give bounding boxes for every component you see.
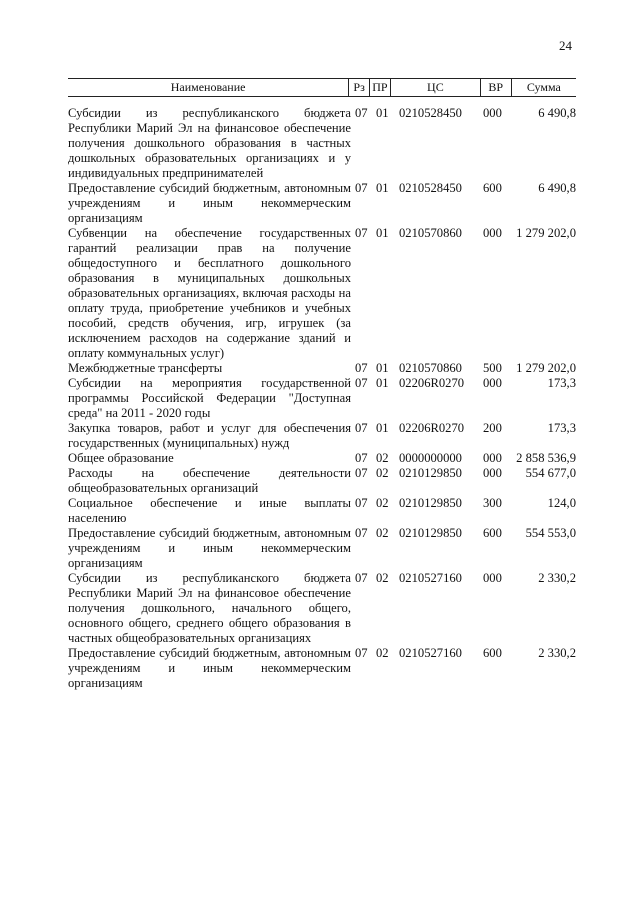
cell-sum: 1 279 202,0: [516, 226, 576, 240]
table-row: [68, 106, 576, 181]
table-row: [68, 361, 576, 376]
cell-cs: 0210129850: [399, 466, 462, 480]
budget-table: [68, 78, 576, 691]
cell-pr: 02: [376, 571, 389, 585]
cell-rz: 07: [355, 226, 368, 240]
cell-vr: 500: [483, 361, 502, 375]
table-row: [68, 421, 576, 451]
cell-pr: 01: [376, 181, 389, 195]
cell-name: Социальное обеспечение и иные выплаты населению: [68, 496, 351, 525]
table-row: [68, 376, 576, 421]
cell-pr: 01: [376, 361, 389, 375]
cell-name: Предоставление субсидий бюджетным, автономным учреждениям и иным некоммерческим организациям: [68, 181, 351, 225]
cell-vr: 600: [483, 646, 502, 660]
cell-vr: 000: [483, 106, 502, 120]
cell-sum: 1 279 202,0: [516, 361, 576, 375]
cell-name: Закупка товаров, работ и услуг для обеспечения государственных (муниципальных) нужд: [68, 421, 351, 450]
cell-name: Субсидии из республиканского бюджета Республики Марий Эл на финансовое обеспечение получения дошкольного, начального общего, основного общего, среднего общего образования в частных общеобразовательных организациях: [68, 571, 351, 645]
cell-cs: 02206R0270: [399, 421, 465, 435]
cell-sum: 554 553,0: [525, 526, 576, 540]
cell-cs: 0000000000: [399, 451, 462, 465]
cell-vr: 000: [483, 226, 502, 240]
table-row: [68, 451, 576, 466]
cell-name: Субсидии из республиканского бюджета Республики Марий Эл на финансовое обеспечение получения дошкольного образования в частных дошкольных образовательных организациях и у индивидуальных предпринимателей: [68, 106, 351, 180]
cell-rz: 07: [355, 571, 368, 585]
header-sum: Сумма: [511, 79, 576, 96]
table-row: [68, 181, 576, 226]
cell-vr: 000: [483, 451, 502, 465]
cell-rz: 07: [355, 451, 368, 465]
cell-vr: 200: [483, 421, 502, 435]
cell-pr: 02: [376, 466, 389, 480]
cell-cs: 02206R0270: [399, 376, 465, 390]
cell-name: Общее образование: [68, 451, 174, 465]
cell-vr: 600: [483, 181, 502, 195]
cell-rz: 07: [355, 361, 368, 375]
header-rz: Рз: [348, 79, 369, 96]
page-number: 24: [559, 38, 572, 53]
cell-sum: 2 858 536,9: [516, 451, 576, 465]
header-pr: ПР: [369, 79, 390, 96]
table-row: [68, 496, 576, 526]
cell-rz: 07: [355, 526, 368, 540]
cell-sum: 173,3: [547, 421, 576, 435]
cell-name: Субвенции на обеспечение государственных гарантий реализации прав на получение общедоступного и бесплатного дошкольного образования в муниципальных дошкольных образовательных организациях, включая расходы на оплату труда, приобретение учебников и учебных пособий, средств обучения, игр, игрушек (за исключением расходов на содержание зданий и оплату коммунальных услуг): [68, 226, 351, 360]
cell-pr: 01: [376, 226, 389, 240]
cell-vr: 000: [483, 466, 502, 480]
cell-sum: 2 330,2: [538, 646, 576, 660]
cell-rz: 07: [355, 181, 368, 195]
cell-vr: 000: [483, 571, 502, 585]
cell-sum: 554 677,0: [525, 466, 576, 480]
cell-rz: 07: [355, 376, 368, 390]
header-vr: ВР: [480, 79, 511, 96]
cell-cs: 0210129850: [399, 526, 462, 540]
cell-name: Предоставление субсидий бюджетным, автономным учреждениям и иным некоммерческим организациям: [68, 526, 351, 570]
cell-vr: 600: [483, 526, 502, 540]
header-cs: ЦС: [390, 79, 480, 96]
cell-pr: 01: [376, 376, 389, 390]
cell-name: Расходы на обеспечение деятельности общеобразовательных организаций: [68, 466, 351, 495]
cell-rz: 07: [355, 421, 368, 435]
cell-pr: 01: [376, 106, 389, 120]
cell-sum: 6 490,8: [538, 181, 576, 195]
header-name: Наименование: [170, 80, 246, 94]
cell-pr: 01: [376, 421, 389, 435]
cell-name: Предоставление субсидий бюджетным, автономным учреждениям и иным некоммерческим организациям: [68, 646, 351, 690]
cell-cs: 0210527160: [399, 646, 462, 660]
cell-rz: 07: [355, 646, 368, 660]
cell-pr: 02: [376, 526, 389, 540]
cell-cs: 0210528450: [399, 181, 462, 195]
cell-rz: 07: [355, 466, 368, 480]
cell-sum: 6 490,8: [538, 106, 576, 120]
cell-name: Субсидии на мероприятия государственной программы Российской Федерации "Доступная среда" на 2011 - 2020 годы: [68, 376, 351, 420]
cell-vr: 000: [483, 376, 502, 390]
cell-cs: 0210528450: [399, 106, 462, 120]
table-row: [68, 226, 576, 361]
cell-cs: 0210570860: [399, 361, 462, 375]
cell-sum: 2 330,2: [538, 571, 576, 585]
cell-cs: 0210570860: [399, 226, 462, 240]
cell-sum: 173,3: [547, 376, 576, 390]
cell-cs: 0210527160: [399, 571, 462, 585]
table-row: [68, 466, 576, 496]
table-row: [68, 646, 576, 691]
table-header: [68, 78, 576, 97]
cell-sum: 124,0: [547, 496, 576, 510]
cell-cs: 0210129850: [399, 496, 462, 510]
table-row: [68, 571, 576, 646]
cell-pr: 02: [376, 451, 389, 465]
cell-pr: 02: [376, 496, 389, 510]
table-row: [68, 526, 576, 571]
cell-vr: 300: [483, 496, 502, 510]
cell-rz: 07: [355, 106, 368, 120]
cell-pr: 02: [376, 646, 389, 660]
cell-rz: 07: [355, 496, 368, 510]
table-body: [68, 97, 576, 691]
cell-name: Межбюджетные трансферты: [68, 361, 223, 375]
